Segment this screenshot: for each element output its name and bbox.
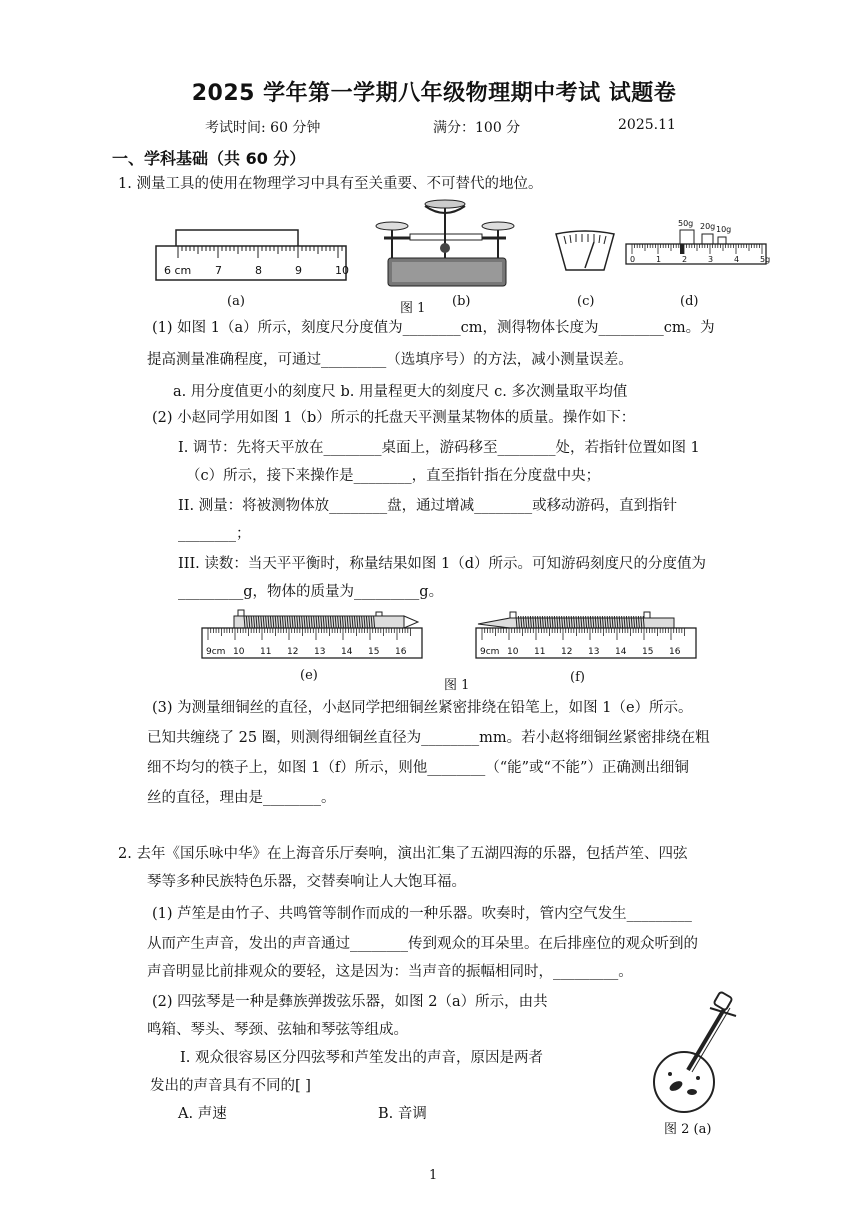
wire-tick-label: 10	[507, 647, 519, 657]
q1-part2-step1-line1: I. 调节：先将天平放在________桌面上，游码移至________处，若指针位置如图 1	[178, 440, 700, 456]
q1-part3-line1: (3) 为测量细铜丝的直径，小赵同学把细铜丝紧密排绕在铅笔上，如图 1（e）所示。	[152, 700, 693, 716]
fig1f-caption: (f)	[570, 670, 585, 685]
wire-tick-label: 14	[615, 647, 627, 657]
rider-tick-label: 4	[734, 255, 740, 264]
q1-part3-line3: 细不均匀的筷子上，如图 1（f）所示，则他________（“能”或“不能”）正确测出细铜	[147, 760, 689, 776]
ruler-tick-label: 7	[215, 264, 222, 277]
page-number: 1	[429, 1168, 438, 1183]
rider-tick-label: 5g	[760, 255, 771, 264]
question-2-line2: 琴等多种民族特色乐器，交替奏响让人大饱耳福。	[147, 874, 466, 890]
q1-part2-step3-line1: III. 读数：当天平平衡时，称量结果如图 1（d）所示。可知游码刻度尺的分度值为	[178, 556, 707, 572]
q2-part2-step1-line2: 发出的声音具有不同的[ ]	[150, 1078, 311, 1094]
q2-part1-line3: 声音明显比前排观众的要轻，这是因为：当声音的振幅相同时，_________。	[147, 964, 633, 980]
figure-1c-dial	[554, 228, 616, 274]
question-1-intro: 1. 测量工具的使用在物理学习中具有至关重要、不可替代的地位。	[118, 176, 543, 192]
q1-part2-step2-line2: ________；	[178, 526, 251, 542]
fig2a-caption: 图 2 (a)	[664, 1122, 712, 1137]
q1-part1-options: a. 用分度值更小的刻度尺 b. 用量程更大的刻度尺 c. 多次测量取平均值	[173, 384, 628, 400]
wire-tick-label: 9cm	[206, 647, 226, 657]
wire-tick-label: 11	[534, 647, 546, 657]
q1-part2-step3-line2: _________g，物体的质量为_________g。	[178, 584, 444, 600]
q1-part1-line1: (1) 如图 1（a）所示，刻度尺分度值为________cm，测得物体长度为_________cm。为	[152, 320, 715, 336]
q1-part3-line4: 丝的直径，理由是________。	[147, 790, 336, 806]
rider-tick-label: 2	[682, 255, 688, 264]
fig1c-caption: (c)	[577, 294, 595, 309]
wire-tick-label: 15	[642, 647, 654, 657]
wire-tick-label: 16	[395, 647, 407, 657]
wire-tick-label: 15	[368, 647, 380, 657]
weight-label: 50g	[678, 219, 694, 228]
q1-part3-line2: 已知共缠绕了 25 圈，则测得细铜丝直径为________mm。若小赵将细铜丝紧密排绕在粗	[147, 730, 710, 746]
q2-part2-step1-line1: I. 观众很容易区分四弦琴和芦笙发出的声音，原因是两者	[180, 1050, 543, 1066]
wire-tick-label: 9cm	[480, 647, 500, 657]
q2-option-a: A. 声速	[178, 1106, 227, 1122]
ruler-tick-label: 10	[335, 264, 349, 277]
wire-tick-label: 16	[669, 647, 681, 657]
q1-part2-step2-line1: II. 测量：将被测物体放________盘，通过增减________或移动游码，直到指针	[178, 498, 678, 514]
q2-part2-line1: (2) 四弦琴是一种是彝族弹拨弦乐器，如图 2（a）所示，由共	[152, 994, 548, 1010]
exam-title: 2025 学年第一学期八年级物理期中考试 试题卷	[191, 81, 677, 106]
q2-part1-line2: 从而产生声音，发出的声音通过________传到观众的耳朵里。在后排座位的观众听到的	[147, 936, 698, 952]
fig1-caption-2: 图 1	[444, 678, 470, 693]
question-2-line1: 2. 去年《国乐咏中华》在上海音乐厅奏响，演出汇集了五湖四海的乐器，包括芦笙、四弦	[118, 846, 688, 862]
rider-tick-label: 0	[630, 255, 636, 264]
rider-tick-label: 3	[708, 255, 714, 264]
weight-label: 10g	[716, 225, 732, 234]
wire-tick-label: 12	[561, 647, 573, 657]
wire-tick-label: 14	[341, 647, 353, 657]
q1-part1-line2: 提高测量准确程度，可通过_________（选填序号）的方法，减小测量误差。	[147, 352, 633, 368]
fig1b-caption: (b)	[452, 294, 471, 309]
figure-1b-balance	[370, 196, 520, 292]
fig1e-caption: (e)	[300, 668, 318, 683]
ruler-tick-label: 9	[295, 264, 302, 277]
figure-2a-instrument	[646, 990, 742, 1118]
wire-tick-label: 13	[314, 647, 326, 657]
wire-tick-label: 12	[287, 647, 299, 657]
exam-score: 满分：100 分	[433, 120, 521, 136]
ruler-tick-label: 8	[255, 264, 262, 277]
fig1a-caption: (a)	[227, 294, 245, 309]
q2-part1-line1: (1) 芦笙是由竹子、共鸣管等制作而成的一种乐器。吹奏时，管内空气发生_________	[152, 906, 692, 922]
q2-option-b: B. 音调	[378, 1106, 427, 1122]
wire-tick-label: 13	[588, 647, 600, 657]
figure-1d-weights	[622, 208, 772, 270]
ruler-tick-label: 6 cm	[164, 264, 192, 277]
fig1-caption: 图 1	[400, 301, 426, 316]
q1-part2-line1: (2) 小赵同学用如图 1（b）所示的托盘天平测量某物体的质量。操作如下：	[152, 410, 636, 426]
wire-tick-label: 10	[233, 647, 245, 657]
section-heading: 一、学科基础（共 60 分）	[112, 149, 306, 168]
figure-1f-wire	[474, 606, 700, 662]
figure-1e-wire	[200, 606, 426, 662]
exam-date: 2025.11	[618, 117, 676, 133]
q2-part2-line2: 鸣箱、琴头、琴颈、弦轴和琴弦等组成。	[147, 1022, 408, 1038]
fig1d-caption: (d)	[680, 294, 699, 309]
exam-time: 考试时间: 60 分钟	[205, 120, 321, 136]
wire-tick-label: 11	[260, 647, 272, 657]
rider-tick-label: 1	[656, 255, 662, 264]
figure-1a-ruler	[150, 228, 350, 288]
q1-part2-step1-line2: （c）所示，接下来操作是________，直至指针指在分度盘中央；	[186, 468, 601, 484]
weight-label: 20g	[700, 222, 716, 231]
